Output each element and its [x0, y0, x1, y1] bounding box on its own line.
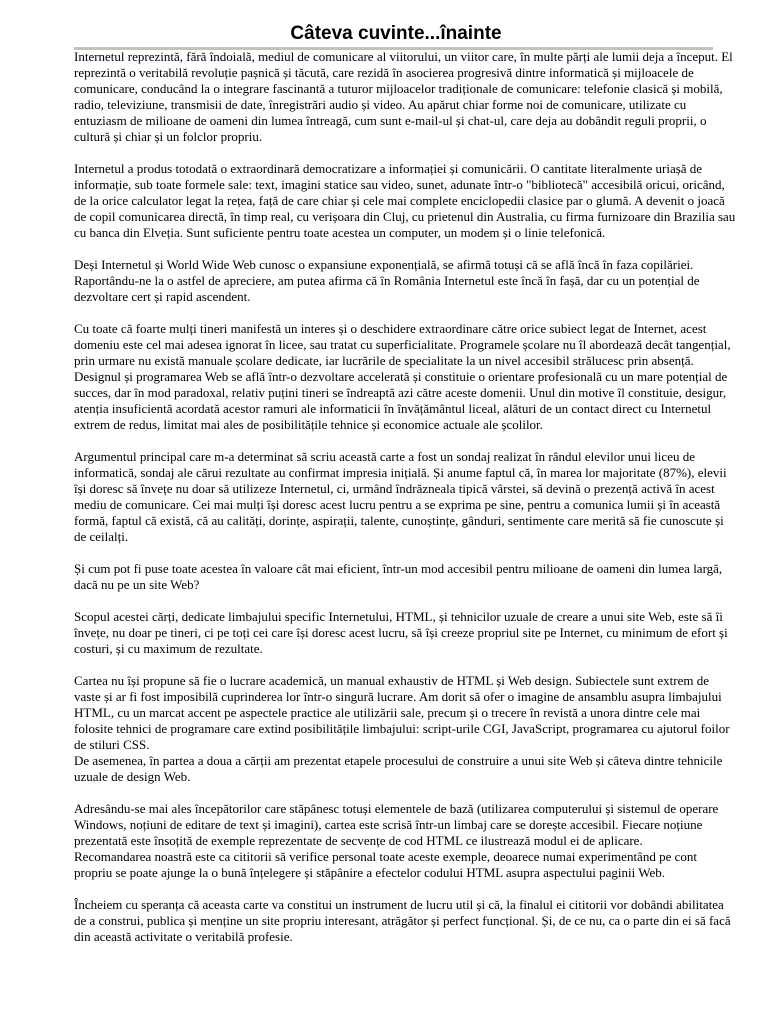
paragraph-text: De asemenea, în partea a doua a cărții am prezentat etapele procesului de construire a unui site Web și câteva dintre tehnicile uzuale de design Web. — [74, 753, 723, 784]
paragraph-text: Scopul acestei cărți, dedicate limbajului specific Internetului, HTML, și tehnicilor uzuale de creare a unui site Web, este să îi învețe, nu doar pe tineri, ci pe toți cei care își doresc acest lucru, să își creeze propriul site pe Internet, cu minimum de efort și costuri, și cu maximum de rezultate. — [74, 609, 728, 656]
paragraph-text: Argumentul principal care m-a determinat să scriu această carte a fost un sondaj realizat în rândul elevilor unui liceu de informatică, sondaj ale cărui rezultate au confirmat impresia inițială. Și anume faptul că, în marea lor majoritate (87%), elevii își doresc să învețe nu doar să utilizeze Internetul, ci, urmând îndrăzneala tipică vârstei, să devină o prezență activă în acest mediu de comunicare. Cei mai mulți își doresc acest lucru pentru a se exprima pe sine, pentru a comunica lumii și în această formă, faptul că există, că au calități, dorințe, aspirații, talente, cunoștințe, gânduri, sentimente care merită să fie cunoscute și de ceilalți. — [74, 449, 727, 544]
paragraph-3 — [74, 257, 738, 305]
paragraph-text: Recomandarea noastră este ca cititorii să verifice personal toate aceste exemple, deoarece numai experimentând pe cont propriu se poate ajunge la o bună înțelegere și stăpânire a efectelor codului HTML asupra aspectului paginii Web. — [74, 849, 697, 880]
paragraph-1 — [74, 49, 738, 145]
paragraph-4 — [74, 321, 738, 433]
paragraph-text: Încheiem cu speranța că aceasta carte va constitui un instrument de lucru util și că, la finalul ei cititorii vor dobândi abilitatea de a construi, publica și menține un site propriu interesant, atrăgător și perfect funcțional. Și, de ce nu, ca o parte din ei să facă din această activitate o veritabilă profesie. — [74, 897, 731, 944]
paragraph-text: Cartea nu își propune să fie o lucrare academică, un manual exhaustiv de HTML și Web design. Subiectele sunt extrem de vaste și ar fi fost imposibilă cuprinderea lor într-o singură lucrare. Am dorit să ofer o imagine de ansamblu asupra limbajului HTML, cu un marcat accent pe aspectele practice ale utilizării sale, precum și o trecere în revistă a unora dintre cele mai folosite tehnici de programare care extind posibilitățile limbajului: script-urile CGI, JavaScript, programarea cu ajutorul foilor de stiluri CSS. — [74, 673, 730, 752]
paragraph-text: Și cum pot fi puse toate acestea în valoare cât mai eficient, într-un mod accesibil pentru milioane de oameni din lumea largă, dacă nu pe un site Web? — [74, 561, 723, 592]
document-body — [74, 49, 738, 961]
paragraph-text: Deși Internetul și World Wide Web cunosc o expansiune exponențială, se afirmă totuși că se află încă în faza copilăriei. Raportându-ne la o astfel de apreciere, am putea afirma că în România Internetul este încă în fașă, dar cu un potențial de dezvoltare cert și rapid ascendent. — [74, 257, 700, 304]
paragraph-6 — [74, 561, 738, 593]
paragraph-text: Internetul a produs totodată o extraordinară democratizare a informației și comunicării. O cantitate literalmente uriașă de informație, sub toate formele sale: text, imagini statice sau video, sunet, adunate într-o "bibliotecă" accesibilă oricui, oricând, de la orice calculator legat la rețea, față de care chiar și cele mai complete enciclopedii clasice par o glumă. A devenit o joacă de copil comunicarea directă, în timp real, cu verișoara din Cluj, cu prietenul din Australia, cu firma furnizoare din Brazilia sau cu banca din Elveția. Sunt suficiente pentru toate acestea un computer, un modem și o linie telefonică. — [74, 161, 736, 240]
paragraph-text: Internetul reprezintă, fără îndoială, mediul de comunicare al viitorului, un viitor care, în multe părți ale lumii deja a început. El reprezintă o veritabilă revoluție pașnică și tăcută, care rezidă în asocierea progresivă dintre informatică și mijloacele de comunicare, conducând la o integrare fascinantă a tuturor mijloacelor tradiționale de comunicare: telefonie clasică și mobilă, radio, televiziune, transmisii de date, înregistrări audio și video. Au apărut chiar forme noi de comunicare, utilizate cu entuziasm de milioane de oameni din lumea întreagă, cum sunt e-mail-ul și chat-ul, care deja au dobândit reguli proprii, o cultură și chiar și un folclor propriu. — [74, 49, 733, 144]
paragraph-7 — [74, 609, 738, 657]
paragraph-9 — [74, 801, 738, 881]
paragraph-8 — [74, 673, 738, 785]
paragraph-2 — [74, 161, 738, 241]
paragraph-5 — [74, 449, 738, 545]
paragraph-text: Cu toate că foarte mulți tineri manifestă un interes și o deschidere extraordinare către orice subiect legat de Internet, acest domeniu este cel mai adesea ignorat în licee, sau tratat cu superficialitate. Programele școlare nu îl abordează decât tangențial, prin urmare nu există manuale școlare dedicate, iar lucrările de specialitate la un nivel accesibil strălucesc prin absență. Designul și programarea Web se află într-o dezvoltare accelerată și constituie o orientare profesională cu un mare potențial de succes, dar în mod paradoxal, relativ puțini tineri se îndreaptă azi către aceste domenii. Unul din motive îl constituie, desigur, atenția insuficientă acordată acestor ramuri ale informaticii în învățământul liceal, alături de un contact direct cu Internetul extrem de redus, limitat mai ales de posibilitățile tehnice și economice actuale ale școlilor. — [74, 321, 731, 432]
paragraph-10 — [74, 897, 738, 945]
page-title: Câteva cuvinte...înainte — [290, 23, 502, 44]
paragraph-text: Adresându-se mai ales începătorilor care stăpânesc totuși elementele de bază (utilizarea computerului și sistemul de operare Windows, noțiuni de editare de text și imagini), cartea este scrisă într-un limbaj care se dorește accesibil. Fiecare noțiune prezentată este însoțită de exemple reprezentate de secvențe de cod HTML ce ilustrează modul ei de aplicare. — [74, 801, 719, 848]
